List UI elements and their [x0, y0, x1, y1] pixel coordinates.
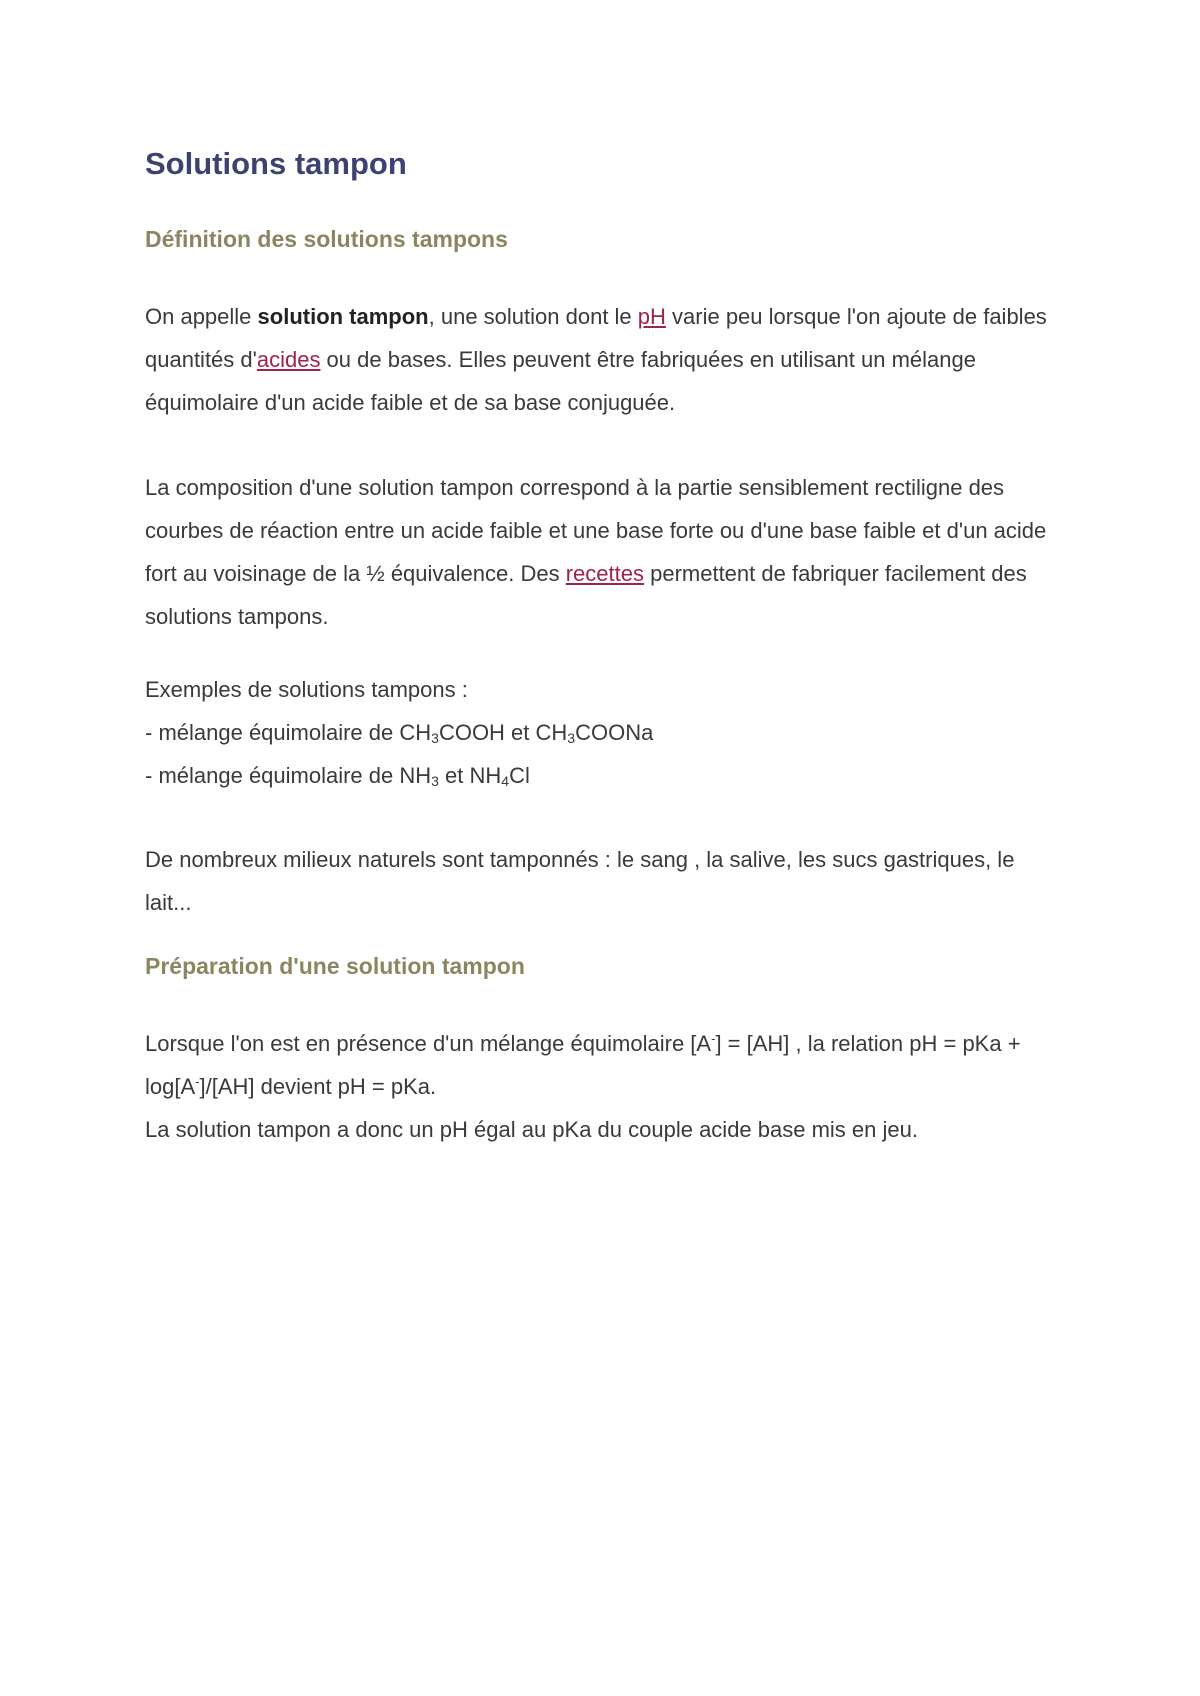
example-item-2: - mélange équimolaire de $NH_3$ et $NH_4Cl$: [145, 763, 530, 789]
bold-term: solution tampon: [257, 304, 429, 329]
composition-paragraph: La composition d'une solution tampon correspond à la partie sensiblement rectiligne des courbes de réaction entre un acide faible et une base forte ou d'une base faible et d'un acide fort au voisinage de la ½ équivalence. Des recettes permettent de fabriquer facilement des solutions tampons.: [145, 475, 1047, 629]
definition-paragraph: On appelle solution tampon, une solution dont le pH varie peu lorsque l'on ajoute de faibles quantités d'acides ou de bases. Elles peuvent être fabriquées en utilisant un mélange équimolaire d'un acide faible et de sa base conjuguée.: [145, 304, 1047, 415]
examples-intro: Exemples de solutions tampons :: [145, 677, 468, 702]
page-title: Solutions tampon: [145, 146, 407, 181]
section-heading-preparation: Préparation d'une solution tampon: [145, 953, 525, 979]
natural-media-paragraph: De nombreux milieux naturels sont tamponnés : le sang , la salive, les sucs gastriques, le lait...: [145, 847, 1015, 915]
link-ph[interactable]: pH: [637, 304, 666, 329]
examples-block: [145, 668, 1065, 797]
preparation-paragraph: Lorsque l'on est en présence d'un mélange équimolaire [A-] = [AH] , la relation pH = pKa + log[A-]/[AH] devient pH = pKa. La solution tampon a donc un pH égal au pKa du couple acide base mis en jeu.: [145, 1022, 1065, 1151]
link-acides[interactable]: acides: [256, 347, 321, 372]
link-recettes[interactable]: recettes: [565, 561, 644, 586]
section-heading-definition: Définition des solutions tampons: [145, 226, 508, 252]
example-item-1: - mélange équimolaire de $CH_3COOH$ et $CH_3COONa$: [145, 720, 654, 746]
conclusion-line: La solution tampon a donc un pH égal au pKa du couple acide base mis en jeu.: [145, 1117, 918, 1142]
